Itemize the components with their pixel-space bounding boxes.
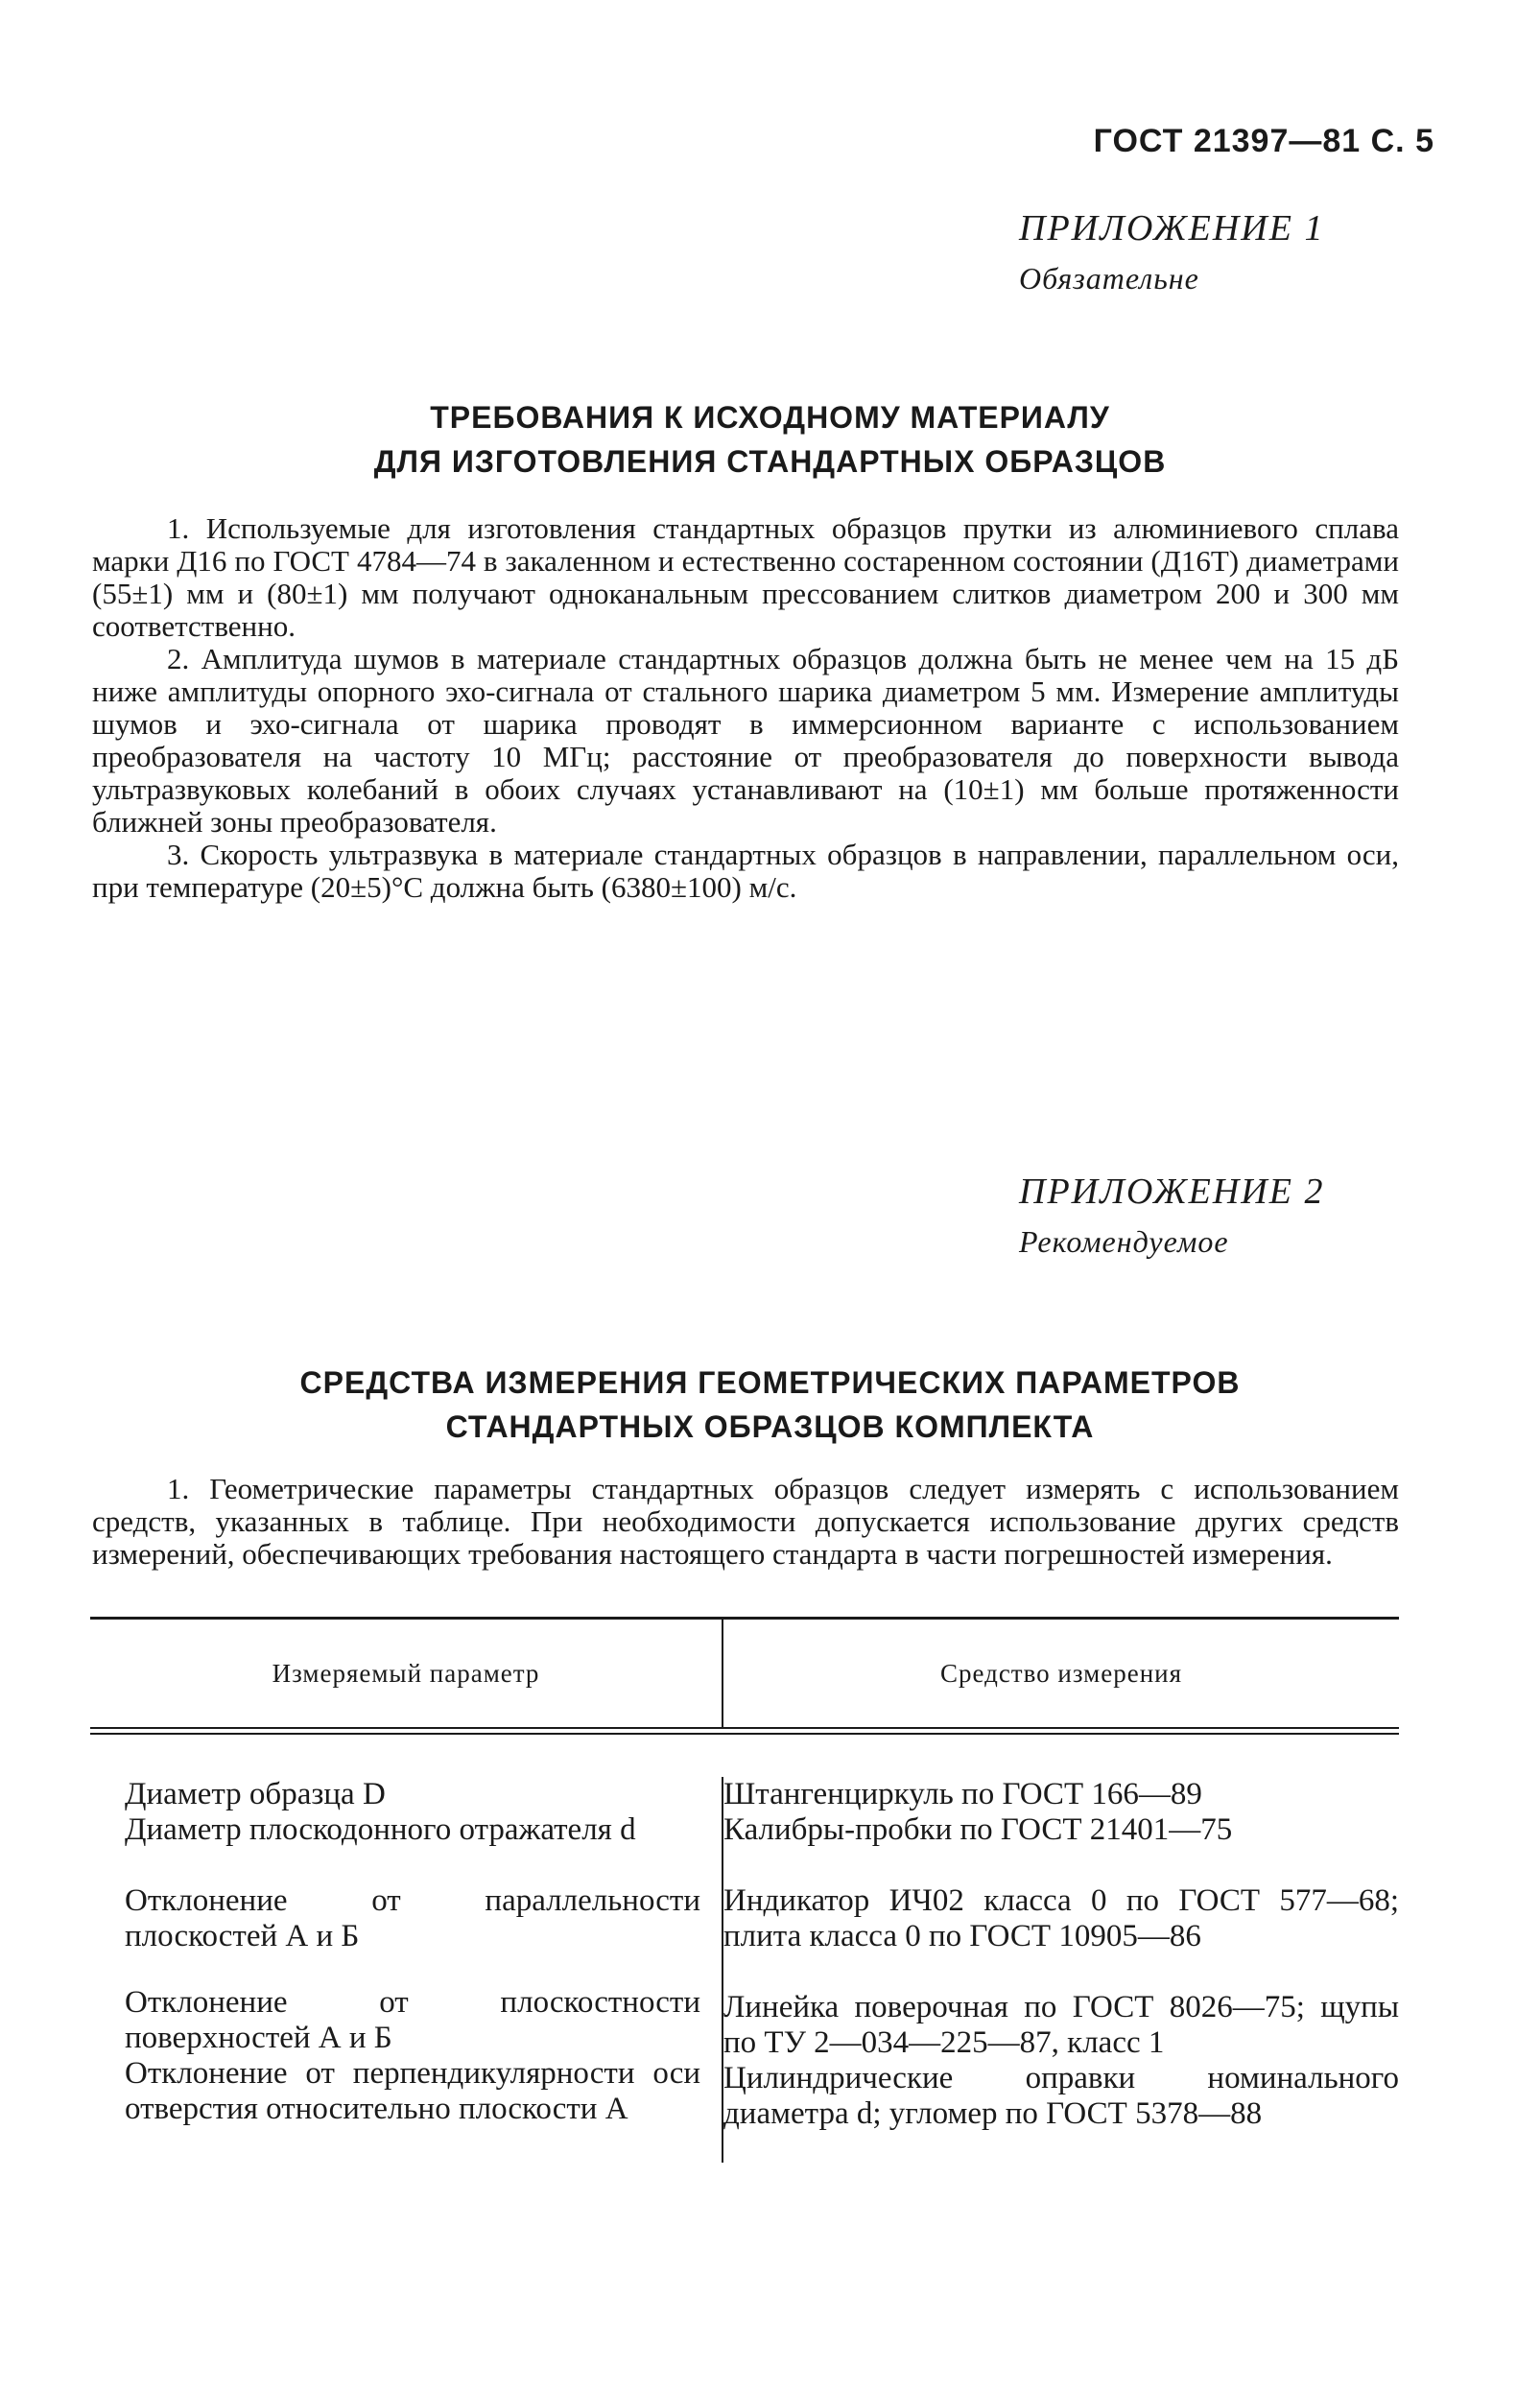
table-header-double-rule <box>90 1727 1399 1735</box>
section-2-title-line-2: СТАНДАРТНЫХ ОБРАЗЦОВ КОМПЛЕКТА <box>445 1409 1095 1444</box>
table-column-parameters <box>90 1777 723 2163</box>
appendix-1-name: ПРИЛОЖЕНИЕ 1 <box>1019 208 1325 248</box>
measurement-table <box>90 1617 1399 2163</box>
section-2-paragraph-1: 1. Геометрические параметры стандартных образцов следует измерять с использованием средств, указанных в таблице. При необходимости допускается использование других средств измерений, обеспечивающих требования настоящего стандарта в части погрешностей измерения. <box>92 1472 1399 1571</box>
appendix-2-label <box>1019 1171 1324 1260</box>
section-1-paragraph-1: 1. Используемые для изготовления стандартных образцов прутки из алюминиевого сплава марки Д16 по ГОСТ 4784—74 в закаленном и естественно состаренном состоянии (Д16Т) диаметрами (55±1) мм и (80±1) мм получают одноканальным прессованием слитков диаметром 200 и 300 мм соответственно. <box>92 511 1399 643</box>
table-row-3-parameter: Отклонение от параллельности плоскостей А и Б <box>125 1883 700 1953</box>
section-1-body <box>92 512 1399 904</box>
table-header-tool: Средство измерения <box>939 1658 1183 1688</box>
table-row-3-tool: Индикатор ИЧ02 класса 0 по ГОСТ 577—68; плита класса 0 по ГОСТ 10905—86 <box>723 1883 1399 1953</box>
section-1-title-line-1: ТРЕБОВАНИЯ К ИСХОДНОМУ МАТЕРИАЛУ <box>430 400 1110 435</box>
table-row-5-tool: Цилиндрические оправки номинального диаметра d; угломер по ГОСТ 5378—88 <box>723 2061 1399 2131</box>
appendix-1-kind: Обязательне <box>1019 261 1199 296</box>
page-header-code: ГОСТ 21397—81 С. 5 <box>1093 123 1434 159</box>
appendix-2-kind: Рекомендуемое <box>1019 1224 1229 1259</box>
table-column-tools <box>723 1777 1399 2163</box>
table-row-2-tool: Калибры-пробки по ГОСТ 21401—75 <box>723 1812 1233 1847</box>
table-header-parameter: Измеряемый параметр <box>90 1620 723 1727</box>
table-row-2-parameter: Диаметр плоскодонного отражателя d <box>125 1812 636 1847</box>
table-row-5-parameter: Отклонение от перпендикулярности оси отверстия относительно плоскости А <box>125 2056 700 2126</box>
section-2-body <box>92 1473 1399 1571</box>
section-2-title <box>0 1361 1540 1449</box>
table-row-4-tool: Линейка поверочная по ГОСТ 8026—75; щупы по ТУ 2—034—225—87, класс 1 <box>723 1990 1399 2060</box>
table-row-4-parameter: Отклонение от плоскостности поверхностей А и Б <box>125 1985 700 2055</box>
appendix-2-name: ПРИЛОЖЕНИЕ 2 <box>1019 1171 1325 1212</box>
table-row-1-tool: Штангенциркуль по ГОСТ 166—89 <box>723 1777 1202 1811</box>
table-header-row <box>90 1620 1399 1727</box>
appendix-1-label <box>1019 207 1324 296</box>
section-1-title <box>0 395 1540 484</box>
section-1-paragraph-2: 2. Амплитуда шумов в материале стандартных образцов должна быть не менее чем на 15 дБ ниже амплитуды опорного эхо-сигнала от стального шарика диаметром 5 мм. Измерение амплитуды шумов и эхо-сигнала от шарика проводят в иммерсионном варианте с использованием преобразователя на частоту 10 МГц; расстояние от преобразователя до поверхности вывода ультразвуковых колебаний в обоих случаях устанавливают на (10±1) мм больше протяженности ближней зоны преобразователя. <box>92 642 1399 839</box>
section-1-title-line-2: ДЛЯ ИЗГОТОВЛЕНИЯ СТАНДАРТНЫХ ОБРАЗЦОВ <box>373 444 1167 479</box>
section-2-title-line-1: СРЕДСТВА ИЗМЕРЕНИЯ ГЕОМЕТРИЧЕСКИХ ПАРАМЕТРОВ <box>299 1365 1241 1400</box>
section-1-paragraph-3: 3. Скорость ультразвука в материале стандартных образцов в направлении, параллельном оси, при температуре (20±5)°С должна быть (6380±100) м/с. <box>92 838 1399 904</box>
table-gap <box>90 1954 722 1985</box>
table-body <box>90 1735 1399 2163</box>
table-row-1-parameter: Диаметр образца D <box>125 1777 386 1811</box>
